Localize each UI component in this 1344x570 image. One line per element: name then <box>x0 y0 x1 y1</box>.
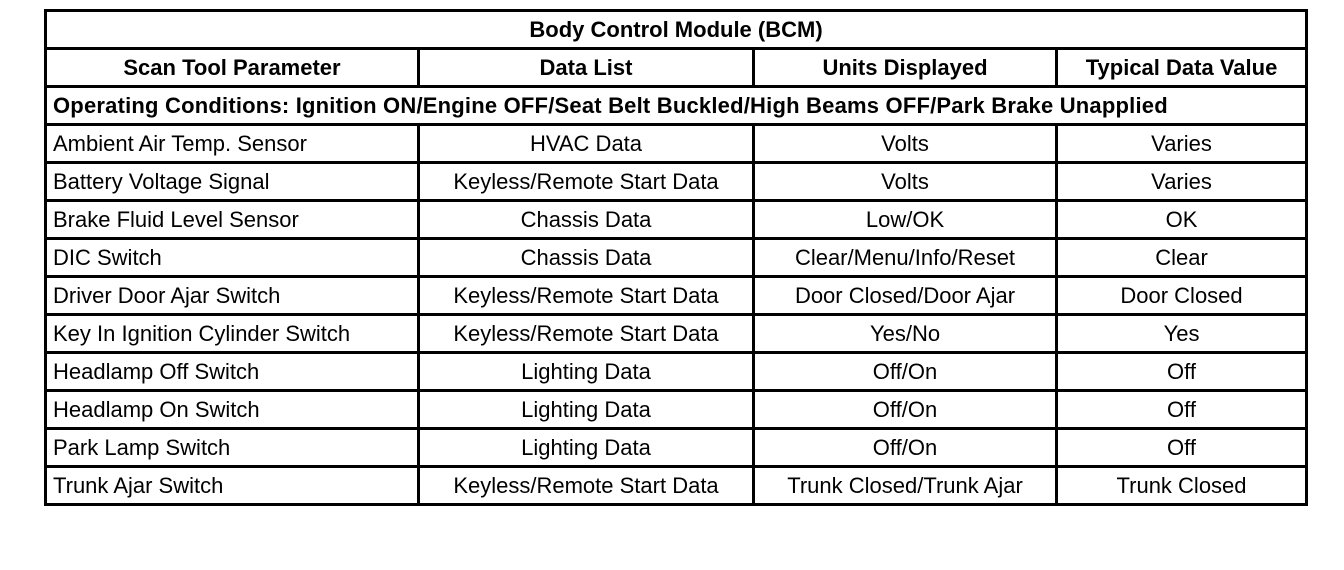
table-header-row <box>46 49 1307 87</box>
data-list-cell: Lighting Data <box>419 353 754 391</box>
units-cell: Trunk Closed/Trunk Ajar <box>754 467 1057 505</box>
table-row <box>46 467 1307 505</box>
typical-value-cell: Trunk Closed <box>1057 467 1307 505</box>
data-list-cell: Lighting Data <box>419 391 754 429</box>
units-cell: Clear/Menu/Info/Reset <box>754 239 1057 277</box>
units-cell: Low/OK <box>754 201 1057 239</box>
column-header-scan-tool-parameter: Scan Tool Parameter <box>46 49 419 87</box>
parameter-cell: DIC Switch <box>46 239 419 277</box>
table-row <box>46 125 1307 163</box>
data-list-cell: Keyless/Remote Start Data <box>419 467 754 505</box>
units-cell: Off/On <box>754 353 1057 391</box>
units-cell: Door Closed/Door Ajar <box>754 277 1057 315</box>
parameter-cell: Headlamp Off Switch <box>46 353 419 391</box>
units-cell: Yes/No <box>754 315 1057 353</box>
column-header-typical-data-value: Typical Data Value <box>1057 49 1307 87</box>
typical-value-cell: Door Closed <box>1057 277 1307 315</box>
typical-value-cell: Off <box>1057 353 1307 391</box>
typical-value-cell: Off <box>1057 391 1307 429</box>
parameter-cell: Battery Voltage Signal <box>46 163 419 201</box>
typical-value-cell: Off <box>1057 429 1307 467</box>
typical-value-cell: OK <box>1057 201 1307 239</box>
column-header-data-list: Data List <box>419 49 754 87</box>
typical-value-cell: Clear <box>1057 239 1307 277</box>
data-list-cell: Keyless/Remote Start Data <box>419 315 754 353</box>
data-list-cell: Lighting Data <box>419 429 754 467</box>
typical-value-cell: Varies <box>1057 163 1307 201</box>
table-title-row <box>46 11 1307 49</box>
typical-value-cell: Varies <box>1057 125 1307 163</box>
bcm-data-table <box>44 9 1308 506</box>
table-row <box>46 391 1307 429</box>
table-row <box>46 315 1307 353</box>
parameter-cell: Trunk Ajar Switch <box>46 467 419 505</box>
parameter-cell: Headlamp On Switch <box>46 391 419 429</box>
operating-conditions: Operating Conditions: Ignition ON/Engine OFF/Seat Belt Buckled/High Beams OFF/Park Brake Unapplied <box>46 87 1307 125</box>
operating-conditions-row <box>46 87 1307 125</box>
table-row <box>46 429 1307 467</box>
parameter-cell: Ambient Air Temp. Sensor <box>46 125 419 163</box>
table-row <box>46 353 1307 391</box>
table-row <box>46 239 1307 277</box>
table-row <box>46 163 1307 201</box>
table-row <box>46 277 1307 315</box>
units-cell: Volts <box>754 125 1057 163</box>
data-list-cell: Chassis Data <box>419 201 754 239</box>
data-list-cell: HVAC Data <box>419 125 754 163</box>
units-cell: Off/On <box>754 429 1057 467</box>
data-list-cell: Keyless/Remote Start Data <box>419 277 754 315</box>
table-title: Body Control Module (BCM) <box>46 11 1307 49</box>
units-cell: Volts <box>754 163 1057 201</box>
parameter-cell: Key In Ignition Cylinder Switch <box>46 315 419 353</box>
parameter-cell: Brake Fluid Level Sensor <box>46 201 419 239</box>
table-row <box>46 201 1307 239</box>
typical-value-cell: Yes <box>1057 315 1307 353</box>
data-list-cell: Chassis Data <box>419 239 754 277</box>
parameter-cell: Driver Door Ajar Switch <box>46 277 419 315</box>
parameter-cell: Park Lamp Switch <box>46 429 419 467</box>
data-list-cell: Keyless/Remote Start Data <box>419 163 754 201</box>
units-cell: Off/On <box>754 391 1057 429</box>
column-header-units-displayed: Units Displayed <box>754 49 1057 87</box>
